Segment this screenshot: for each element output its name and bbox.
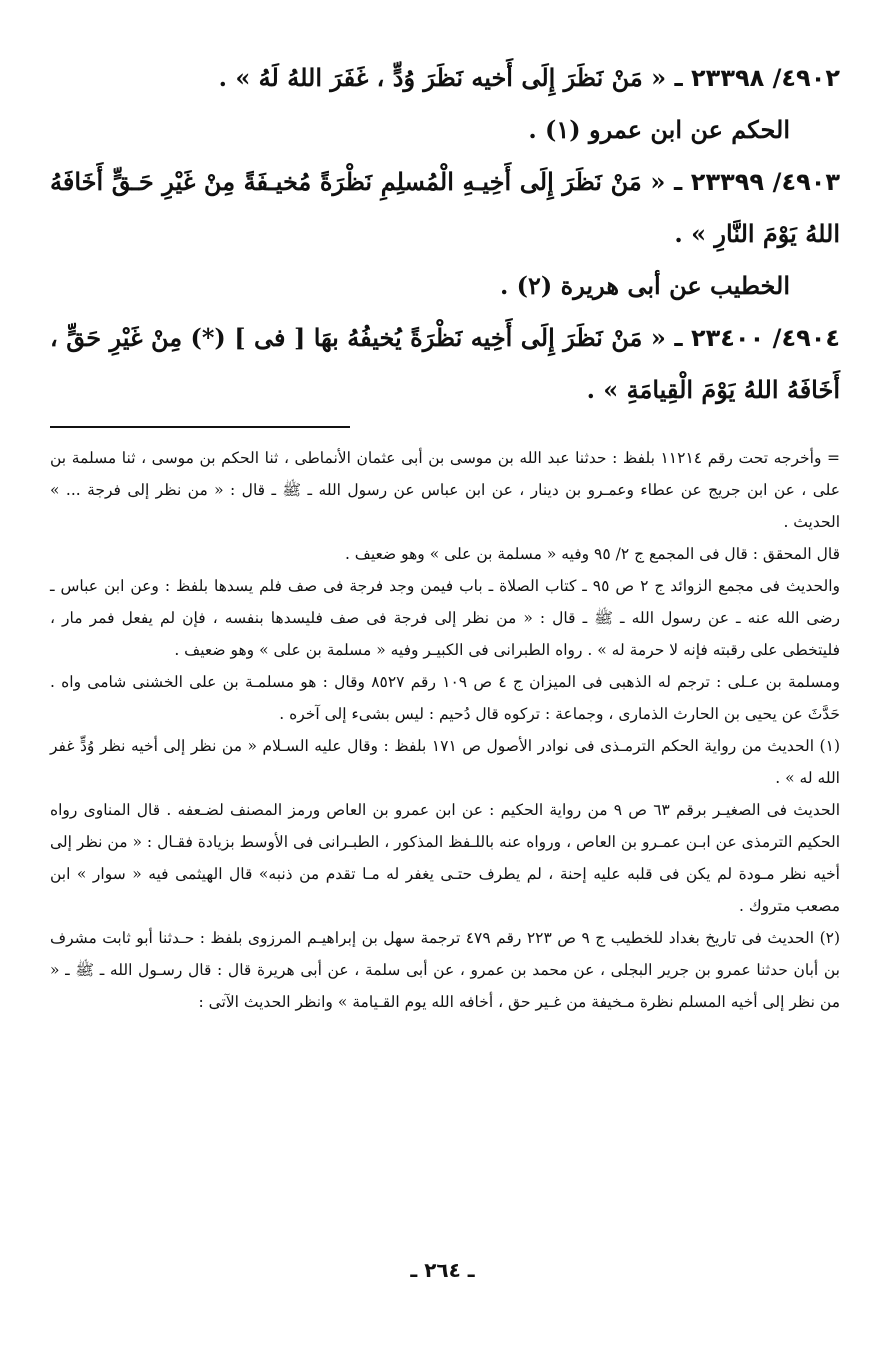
footnote-marker: (١): [819, 737, 840, 755]
hadith-source: الخطيب عن أبى هريرة (٢) .: [499, 271, 790, 300]
main-text: [50, 52, 840, 416]
footnote-divider: [50, 426, 350, 428]
footnote-continuation: الحديث فى الصغيـر برقم ٦٣ ص ٩ من رواية الحكيم : عن ابن عمرو بن العاص ورمز المصنف لضـعفه . قال المناوى رواه الحكيم الترمذى عن ابـن عمـرو بن العاص ، ورواه عنه باللـفظ المذكور ، الطبـرانى فى الأوسط بزيادة فقـال : « من نظر إلى أخيه نظر مـودة لم يكن فى قلبه عليه إحنة ، لم يطرف حتـى يغفر له مـا تقدم من ذنبه» قال الهيثمى فيه « سوار » ابن مصعب متروك .: [50, 801, 840, 915]
note-paragraph: ومسلمة بن عـلى : ترجم له الذهبى فى الميزان ج ٤ ص ١٠٩ رقم ٨٥٢٧ وقال : هو مسلمـة بن على الخشنى شامى واه . حَدَّثَ عن يحيى بن الحارث الذمارى ، وجماعة : تركوه قال دُحيم : ليس بشىء إلى آخره .: [50, 673, 841, 723]
footnote-divider-wrap: [50, 416, 840, 442]
hadith-text: « مَنْ نَظَرَ إِلَى أَخِيه نَظْرَةً يُخيفُهُ بهَا [ فى ] (*) مِنْ غَيْرِ حَقٍّ ، أَخَافَهُ اللهُ يَوْمَ الْقِيامَةِ » .: [50, 323, 840, 404]
footnote-text: الحديث من رواية الحكم الترمـذى فى نوادر الأصول ص ١٧١ بلفظ : وقال عليه السـلام « من نظر إلى أخيه نظر وُدٍّ غفر الله له » .: [50, 737, 840, 787]
footnote-marker: (٢): [819, 929, 841, 947]
hadith-entry: [50, 156, 840, 260]
hadith-number: ٤٩٠٤/ ٢٣٤٠٠ ـ: [674, 324, 841, 352]
hadith-text: « مَنْ نَظَرَ إِلَى أَخيه نَظَرَ وُدٍّ ، غَفَرَ اللهُ لَهُ » .: [218, 63, 667, 92]
footnote: [50, 922, 840, 1018]
note-paragraph: = وأخرجه تحت رقم ١١٢١٤ بلفظ : حدثنا عبد الله بن موسى بن أبى عثمان الأنماطى ، ثنا الحكم بن موسى ، ثنا مسلمة بن على ، عن ابن جريج عن عطاء وعمـرو بن دينار ، عن ابن عباس عن رسول الله ـ ﷺ ـ قال : « من نظر إلى فرجة ... » الحديث .: [50, 449, 840, 531]
notes-section: [50, 442, 840, 1018]
footnote-text: الحديث فى تاريخ بغداد للخطيب ج ٩ ص ٢٢٣ رقم ٤٧٩ ترجمة سهل بن إبراهيـم المرزوى بلفظ : حـدثنا أبو ثابت مشرف بن أبان حدثنا عمرو بن جرير البجلى ، عن محمد بن عمرو ، عن أبى سلمة ، عن أبى هريرة قال : قال رسـول الله ـ ﷺ ـ « من نظر إلى أخيه المسلم نظرة مـخيفة من غـير حق ، أخافه الله يوم القـيامة » وانظر الحديث الآتى :: [50, 929, 840, 1011]
hadith-number: ٤٩٠٣/ ٢٣٣٩٩ ـ: [673, 168, 841, 196]
hadith-text: « مَنْ نَظَرَ إِلَى أَخِيـهِ الْمُسلِمِ نَظْرَةً مُخيـفَةً مِنْ غَيْرِ حَـقٍّ أَخَافَهُ اللهُ يَوْمَ النَّارِ » .: [50, 167, 840, 248]
hadith-source: الحكم عن ابن عمرو (١) .: [528, 115, 790, 144]
hadith-entry: [50, 312, 840, 416]
note-paragraph: والحديث فى مجمع الزوائد ج ٢ ص ٩٥ ـ كتاب الصلاة ـ باب فيمن وجد فرجة فى صف فلم يسدها بلفظ : وعن ابن عباس ـ رضى الله عنه ـ عن رسول الله ـ ﷺ ـ قال : « من نظر إلى فرجة فى صف فليسدها بنفسه ، فإن لم يفعل فمر مار ، فليتخطى على رقبته فإنه لا حرمة له » . رواه الطبرانى فى الكبيـر وفيه « مسلمة بن على » وهو ضعيف .: [50, 577, 841, 659]
book-page: [50, 52, 840, 1302]
note-paragraph: قال المحقق : قال فى المجمع ج ٢/ ٩٥ وفيه « مسلمة بن على » وهو ضعيف .: [344, 545, 840, 563]
footnote: [50, 730, 840, 794]
hadith-entry: [50, 52, 840, 104]
hadith-number: ٤٩٠٢/ ٢٣٣٩٨ ـ: [674, 64, 840, 92]
page-number: ـ ٢٦٤ ـ: [410, 1258, 475, 1282]
